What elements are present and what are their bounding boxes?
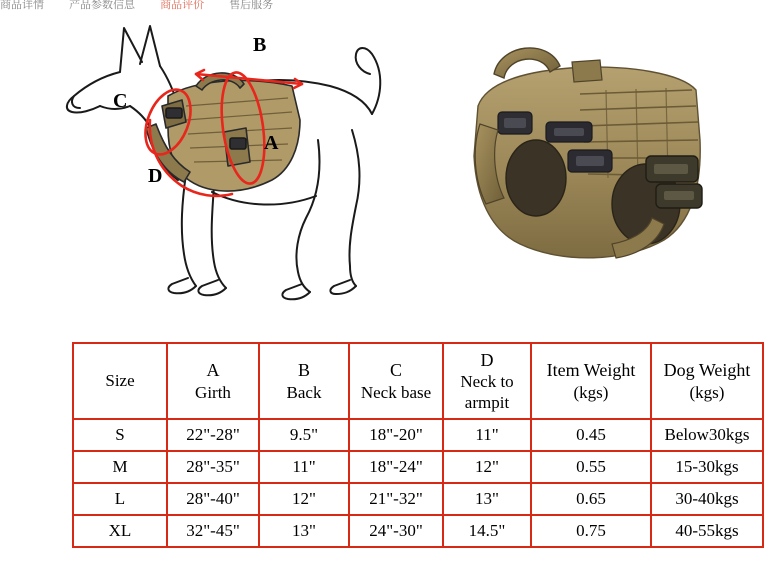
header-a-letter: A (206, 360, 220, 381)
tab-product-params[interactable]: 产品参数信息 (69, 0, 136, 10)
dog-line-drawing (0, 10, 450, 330)
cell-size: S (73, 419, 167, 451)
cell-girth: 22"-28" (167, 419, 259, 451)
header-size-label: Size (105, 371, 135, 391)
header-b-sub: Back (286, 382, 322, 402)
header-dog-weight-unit: (kgs) (689, 382, 725, 402)
cell-neck-armpit: 12" (443, 451, 531, 483)
header-item-weight-label: Item Weight (546, 360, 636, 381)
header-d-sub: Neck to armpit (460, 372, 514, 413)
table-row (73, 515, 763, 547)
cell-dog-weight: Below30kgs (651, 419, 763, 451)
header-c-neck-base (349, 343, 443, 419)
table-row (73, 419, 763, 451)
harness-product-photo (450, 28, 750, 308)
cell-neck-base: 21"-32" (349, 483, 443, 515)
cell-size: M (73, 451, 167, 483)
cell-neck-armpit: 14.5" (443, 515, 531, 547)
header-dog-weight-label: Dog Weight (663, 360, 751, 381)
cell-dog-weight: 40-55kgs (651, 515, 763, 547)
cell-dog-weight: 30-40kgs (651, 483, 763, 515)
cell-dog-weight: 15-30kgs (651, 451, 763, 483)
table-row (73, 483, 763, 515)
cell-neck-armpit: 13" (443, 483, 531, 515)
table-row (73, 451, 763, 483)
header-b-back (259, 343, 349, 419)
callout-d: D (148, 165, 163, 187)
callout-c: C (113, 90, 128, 112)
cell-back: 12" (259, 483, 349, 515)
cell-item-weight: 0.55 (531, 451, 651, 483)
cell-item-weight: 0.45 (531, 419, 651, 451)
cell-back: 11" (259, 451, 349, 483)
tab-after-sales[interactable]: 售后服务 (229, 0, 274, 10)
tab-reviews[interactable]: 商品评价 (160, 0, 205, 10)
cell-girth: 28"-35" (167, 451, 259, 483)
header-c-letter: C (389, 360, 402, 381)
callout-b: B (253, 34, 267, 56)
size-table (72, 342, 764, 548)
cell-neck-base: 18"-24" (349, 451, 443, 483)
size-chart (72, 342, 751, 548)
cell-neck-base: 18"-20" (349, 419, 443, 451)
cell-back: 9.5" (259, 419, 349, 451)
illustration-area (0, 10, 771, 330)
header-d-neck-to-armpit (443, 343, 531, 419)
cell-girth: 32"-45" (167, 515, 259, 547)
cell-neck-armpit: 11" (443, 419, 531, 451)
header-c-sub: Neck base (360, 382, 432, 402)
callout-a: A (264, 132, 279, 154)
header-item-weight-unit: (kgs) (573, 382, 609, 402)
header-size (73, 343, 167, 419)
page-tab-strip (0, 0, 771, 10)
cell-girth: 28"-40" (167, 483, 259, 515)
cell-size: XL (73, 515, 167, 547)
table-header-row (73, 343, 763, 419)
header-a-girth (167, 343, 259, 419)
header-item-weight (531, 343, 651, 419)
cell-back: 13" (259, 515, 349, 547)
header-dog-weight (651, 343, 763, 419)
header-d-letter: D (480, 349, 494, 370)
header-a-sub: Girth (195, 382, 231, 402)
cell-item-weight: 0.75 (531, 515, 651, 547)
cell-neck-base: 24"-30" (349, 515, 443, 547)
cell-item-weight: 0.65 (531, 483, 651, 515)
header-b-letter: B (297, 360, 310, 381)
cell-size: L (73, 483, 167, 515)
tab-product-details[interactable]: 商品详情 (0, 0, 44, 10)
